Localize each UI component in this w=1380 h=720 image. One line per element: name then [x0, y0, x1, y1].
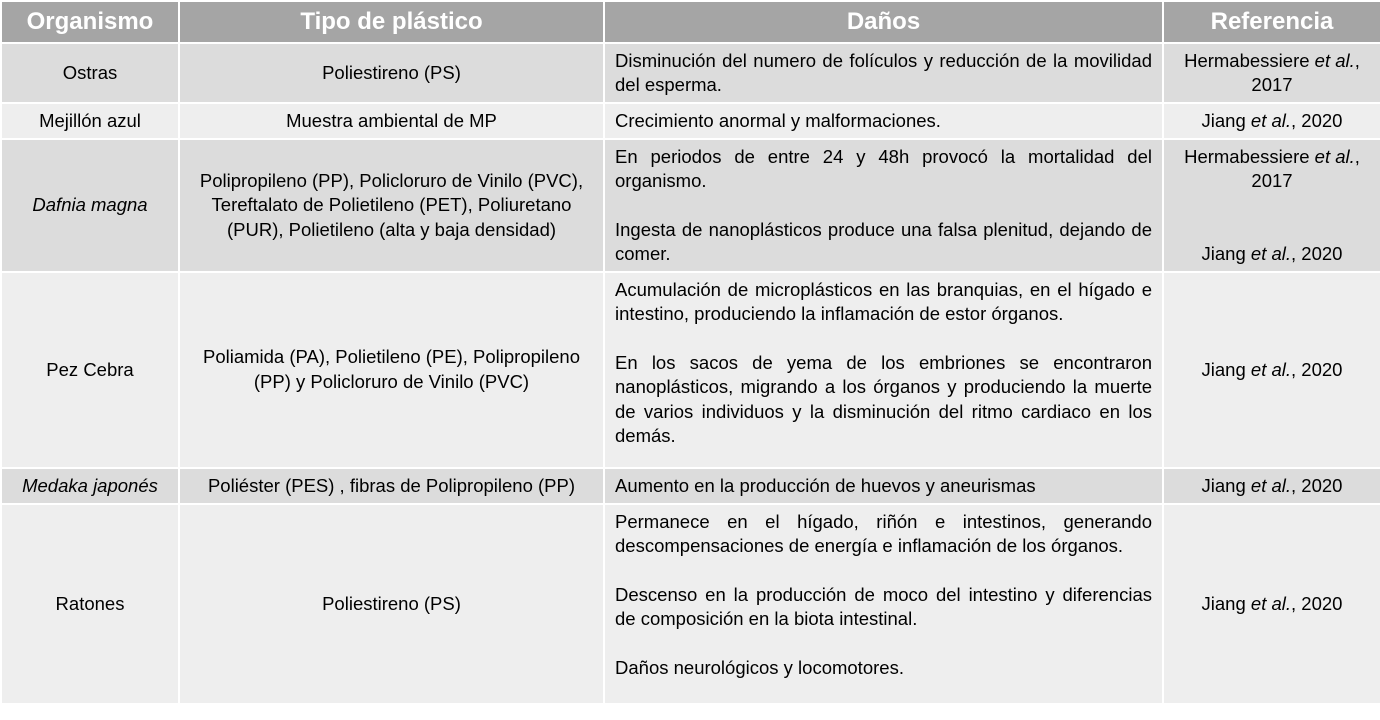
damage-cell: [604, 43, 1163, 103]
organism-cell: Dafnia magna: [1, 139, 179, 272]
header-tipo: Tipo de plástico: [179, 1, 604, 43]
table-row: [1, 139, 1380, 272]
table-row: [1, 103, 1380, 139]
damage-cell: [604, 139, 1163, 272]
organism-cell: Ratones: [1, 504, 179, 704]
table-row: [1, 468, 1380, 504]
reference-text: Jiang et al., 2020: [1201, 474, 1343, 496]
damage-text: En periodos de entre 24 y 48h provocó la mortalidad del organismo.: [615, 145, 1152, 192]
table-row: [1, 504, 1380, 704]
reference-cell: [1163, 504, 1380, 704]
reference-cell: [1163, 103, 1380, 139]
damage-text: Crecimiento anormal y malformaciones.: [615, 109, 941, 131]
plastic-type-cell: Muestra ambiental de MP: [179, 103, 604, 139]
damage-cell: [604, 504, 1163, 704]
plastic-type-cell: Polipropileno (PP), Policloruro de Vinilo (PVC), Tereftalato de Polietileno (PET), Poliuretano (PUR), Polietileno (alta y baja densidad): [179, 139, 604, 272]
reference-text: Jiang et al., 2020: [1201, 109, 1343, 131]
reference-text: Hermabessiere et al., 2017: [1184, 49, 1360, 95]
header-danos: Daños: [604, 1, 1163, 43]
reference-cell: [1163, 272, 1380, 468]
reference-text: Jiang et al., 2020: [1201, 358, 1343, 380]
damage-cell: [604, 103, 1163, 139]
damage-text: Disminución del numero de folículos y reducción de la movilidad del esperma.: [615, 50, 1152, 96]
organism-cell: Ostras: [1, 43, 179, 103]
header-organismo: Organismo: [1, 1, 179, 43]
damage-text: En los sacos de yema de los embriones se encontraron nanoplásticos, migrando a los órganos y produciendo la muerte de varios individuos y la disminución del ritmo cardiaco en los demás.: [615, 352, 1152, 447]
organism-cell: Medaka japonés: [1, 468, 179, 504]
damage-text: Aumento en la producción de huevos y aneurismas: [615, 474, 1036, 496]
plastic-type-cell: Poliestireno (PS): [179, 504, 604, 704]
plastic-type-cell: Poliéster (PES) , fibras de Polipropileno (PP): [179, 468, 604, 504]
damage-text: Ingesta de nanoplásticos produce una falsa plenitud, dejando de comer.: [615, 219, 1152, 265]
reference-cell: [1163, 139, 1380, 272]
reference-text: Jiang et al., 2020: [1201, 243, 1343, 265]
organism-cell: Mejillón azul: [1, 103, 179, 139]
damage-cell: [604, 468, 1163, 504]
plastic-type-cell: Poliestireno (PS): [179, 43, 604, 103]
reference-cell: [1163, 43, 1380, 103]
header-referencia: Referencia: [1163, 1, 1380, 43]
damage-text: Permanece en el hígado, riñón e intestinos, generando descompensaciones de energía e inflamación de los órganos.: [615, 510, 1152, 557]
damage-cell: [604, 272, 1163, 468]
reference-cell: [1163, 468, 1380, 504]
organism-cell: Pez Cebra: [1, 272, 179, 468]
damage-text: Descenso en la producción de moco del intestino y diferencias de composición en la biota intestinal.: [615, 584, 1152, 630]
plastic-type-cell: Poliamida (PA), Polietileno (PE), Polipropileno (PP) y Policloruro de Vinilo (PVC): [179, 272, 604, 468]
table-row: [1, 43, 1380, 103]
reference-text: Jiang et al., 2020: [1201, 592, 1343, 614]
damage-text: Daños neurológicos y locomotores.: [615, 657, 904, 679]
reference-text: Hermabessiere et al., 2017: [1184, 145, 1360, 192]
damage-text: Acumulación de microplásticos en las branquias, en el hígado e intestino, produciendo la inflamación de estor órganos.: [615, 278, 1152, 325]
header-row: [1, 1, 1380, 43]
table-row: [1, 272, 1380, 468]
